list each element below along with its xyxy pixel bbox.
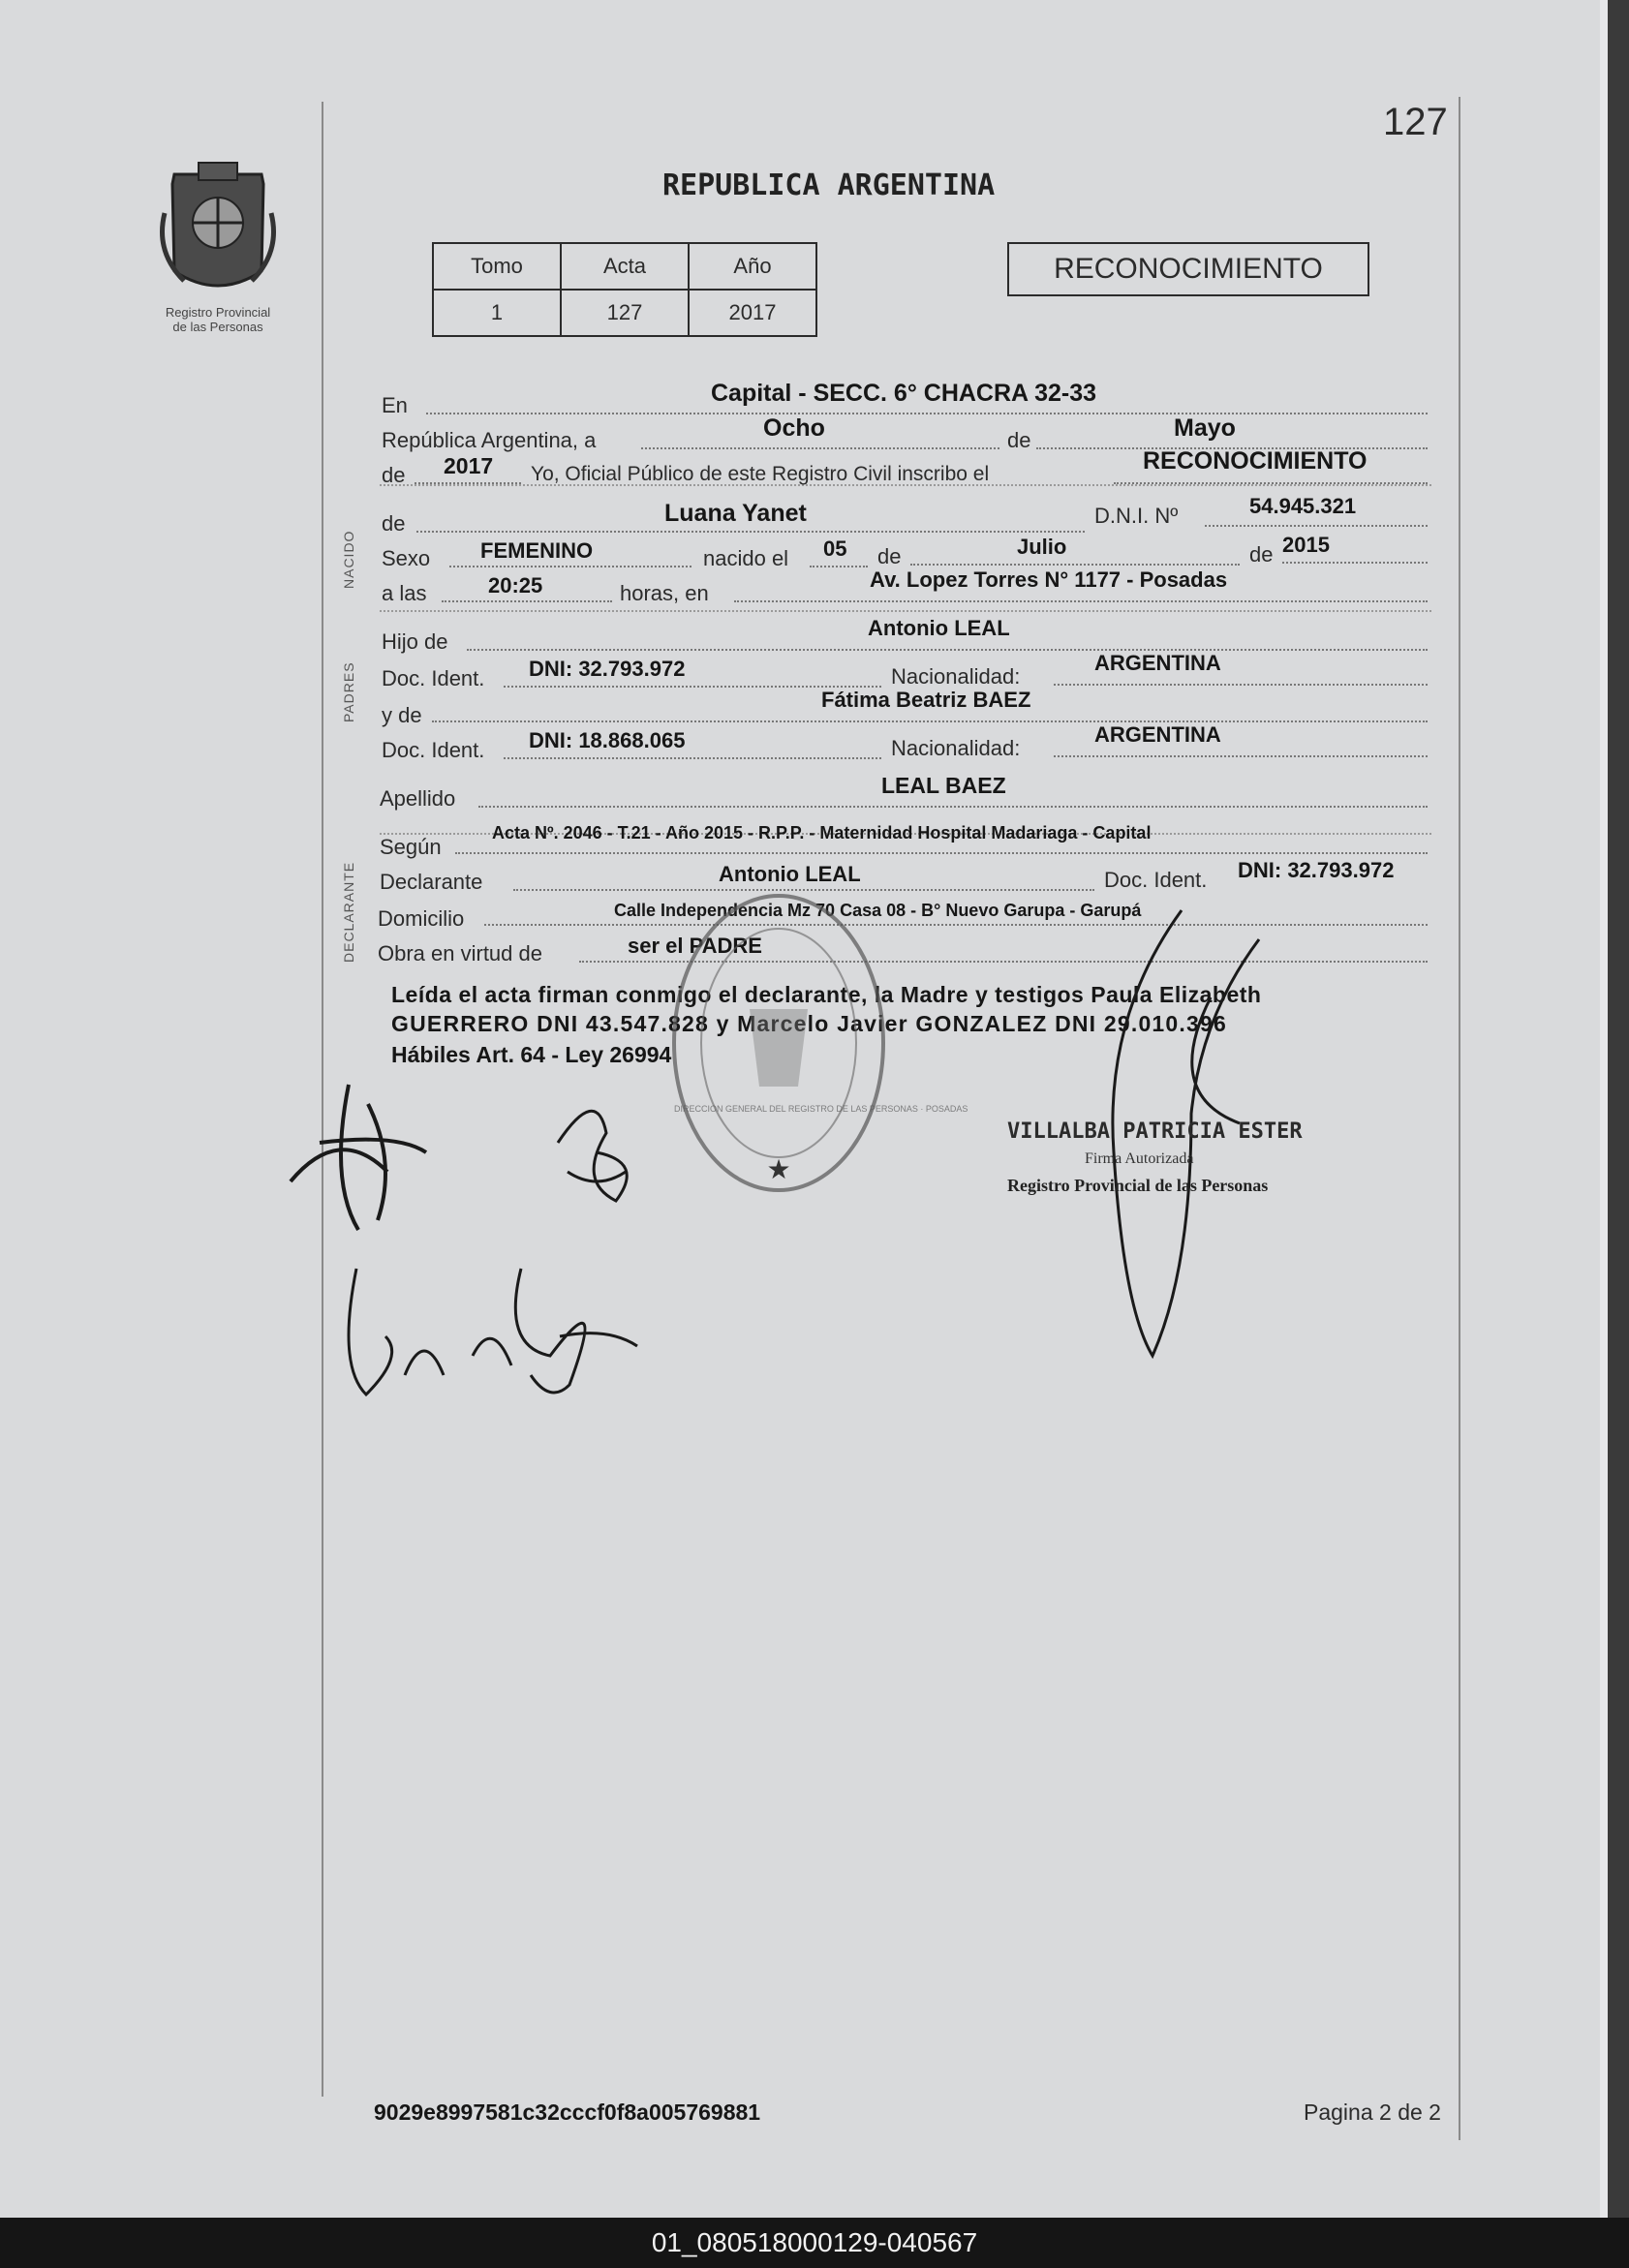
scan-id: 01_080518000129-040567 [651, 2227, 978, 2257]
table-header-tomo: Tomo [433, 243, 561, 290]
time-value: 20:25 [488, 573, 543, 598]
apellido-label: Apellido [380, 786, 456, 811]
en-label: En [382, 393, 408, 417]
de-label-5: de [1249, 542, 1274, 567]
month-value: Mayo [1174, 414, 1236, 442]
mother-value: Fátima Beatriz BAEZ [821, 688, 1031, 712]
registry-table [432, 242, 817, 337]
birth-year-value: 2015 [1282, 533, 1330, 557]
nacido-label: nacido el [703, 546, 789, 570]
declarante-doc-value: DNI: 32.793.972 [1238, 858, 1395, 882]
sexo-value: FEMENINO [480, 538, 594, 563]
logo-caption-2: de las Personas [172, 320, 263, 334]
declarante-value: Antonio LEAL [719, 862, 861, 886]
seal-text: DIRECCION GENERAL DEL REGISTRO DE LAS PERSONAS · POSADAS [674, 1104, 968, 1114]
domicilio-label: Domicilio [378, 906, 465, 931]
dni-dots [1205, 525, 1428, 527]
mother-doc-dots [504, 757, 881, 759]
footer-hash: 9029e8997581c32cccf0f8a005769881 [374, 2099, 761, 2125]
inscribe-value: RECONOCIMIENTO [1143, 447, 1368, 475]
segun-value: Acta Nº. 2046 - T.21 - Año 2015 - R.P.P. - Maternidad Hospital Madariaga - Capital [492, 823, 1152, 843]
record-type-box: RECONOCIMIENTO [1007, 242, 1369, 296]
declarante-label: Declarante [380, 870, 483, 894]
inscribe-dots [1114, 482, 1428, 484]
apellido-dots [478, 806, 1428, 808]
de-label-4: de [877, 544, 902, 568]
logo-caption-1: Registro Provincial [165, 305, 271, 320]
en-dots [426, 413, 1428, 414]
de-label-1: de [1007, 428, 1031, 452]
name-dots [416, 531, 1085, 533]
de-label-2: de [382, 463, 406, 487]
yde-label: y de [382, 703, 422, 727]
name-value: Luana Yanet [664, 500, 807, 527]
father-nac-dots [1054, 684, 1428, 686]
birth-year-dots [1282, 562, 1428, 564]
republica-label: República Argentina, a [382, 428, 597, 452]
official-seal-stamp [662, 883, 895, 1203]
mother-doc-label: Doc. Ident. [382, 738, 485, 762]
year-value: 2017 [444, 453, 494, 478]
mother-nac-label: Nacionalidad: [891, 736, 1021, 760]
official-name: VILLALBA PATRICIA ESTER [1007, 1119, 1303, 1144]
birth-day-dots [810, 566, 868, 567]
side-label-declarante: DECLARANTE [341, 861, 356, 963]
year-dots [415, 482, 521, 484]
birth-day-value: 05 [823, 536, 847, 561]
time-dots [442, 600, 612, 602]
official-title: Firma Autorizada [1085, 1150, 1194, 1167]
domicilio-value: Calle Independencia Mz 70 Casa 08 - B° Nuevo Garupa - Garupá [614, 901, 1142, 920]
place-dots [734, 600, 1428, 602]
sexo-dots [449, 566, 692, 567]
table-header-acta: Acta [561, 243, 689, 290]
birth-month-dots [910, 564, 1240, 566]
segun-label: Según [380, 835, 442, 859]
father-doc-label: Doc. Ident. [382, 666, 485, 690]
page-number: 127 [1383, 101, 1448, 143]
dni-value: 54.945.321 [1249, 494, 1357, 518]
declarante-doc-label: Doc. Ident. [1104, 868, 1208, 892]
de-label-3: de [382, 511, 406, 536]
sexo-label: Sexo [382, 546, 431, 570]
table-header-ano: Año [689, 243, 816, 290]
closing-line-3: Hábiles Art. 64 - Ley 26994 [391, 1042, 672, 1067]
father-dots [467, 649, 1428, 651]
mother-doc-value: DNI: 18.868.065 [529, 728, 686, 752]
father-doc-value: DNI: 32.793.972 [529, 657, 686, 681]
scan-id-bar [0, 2218, 1629, 2268]
side-label-padres: PADRES [341, 661, 356, 722]
official-office: Registro Provincial de las Personas [1007, 1176, 1269, 1195]
svg-text:★: ★ [766, 1153, 791, 1185]
apellido-value: LEAL BAEZ [881, 773, 1006, 798]
right-margin-line [1459, 97, 1460, 2140]
mother-dots [432, 720, 1428, 722]
father-nac-value: ARGENTINA [1094, 651, 1221, 675]
registry-logo [145, 155, 291, 349]
dni-label: D.N.I. Nº [1094, 504, 1179, 528]
obra-label: Obra en virtud de [378, 941, 542, 965]
table-value-ano: 2017 [689, 290, 816, 336]
en-value: Capital - SECC. 6° CHACRA 32-33 [711, 380, 1097, 407]
father-nac-label: Nacionalidad: [891, 664, 1021, 689]
signature-left-2 [538, 1085, 655, 1220]
closing-line-1: Leída el acta firman conmigo el declarante, la Madre y testigos Paula Elizabeth [391, 982, 1262, 1007]
alas-label: a las [382, 581, 427, 605]
mother-nac-dots [1054, 755, 1428, 757]
segun-dots [455, 852, 1428, 854]
section-rule-2 [380, 610, 1431, 612]
table-value-tomo: 1 [433, 290, 561, 336]
table-value-acta: 127 [561, 290, 689, 336]
day-dots [641, 447, 999, 449]
side-label-nacido: NACIDO [341, 530, 356, 589]
mother-nac-value: ARGENTINA [1094, 722, 1221, 747]
father-value: Antonio LEAL [868, 616, 1010, 640]
scan-right-margin [1608, 0, 1629, 2218]
signature-left-3 [327, 1240, 657, 1414]
birth-month-value: Julio [1017, 535, 1067, 559]
horas-label: horas, en [620, 581, 709, 605]
closing-line-2: GUERRERO DNI 43.547.828 y Marcelo Javier GONZALEZ DNI 29.010.396 [391, 1011, 1227, 1036]
place-value: Av. Lopez Torres N° 1177 - Posadas [870, 567, 1228, 592]
day-value: Ocho [763, 414, 825, 442]
yo-label: Yo, Oficial Público de este Registro Civil inscribo el [531, 463, 990, 485]
obra-value: ser el PADRE [628, 934, 762, 958]
footer-page: Pagina 2 de 2 [1304, 2099, 1441, 2125]
signature-left-1 [281, 1065, 455, 1240]
coat-of-arms-icon [145, 155, 291, 300]
header-title: REPUBLICA ARGENTINA [662, 169, 996, 202]
hijo-label: Hijo de [382, 629, 448, 654]
